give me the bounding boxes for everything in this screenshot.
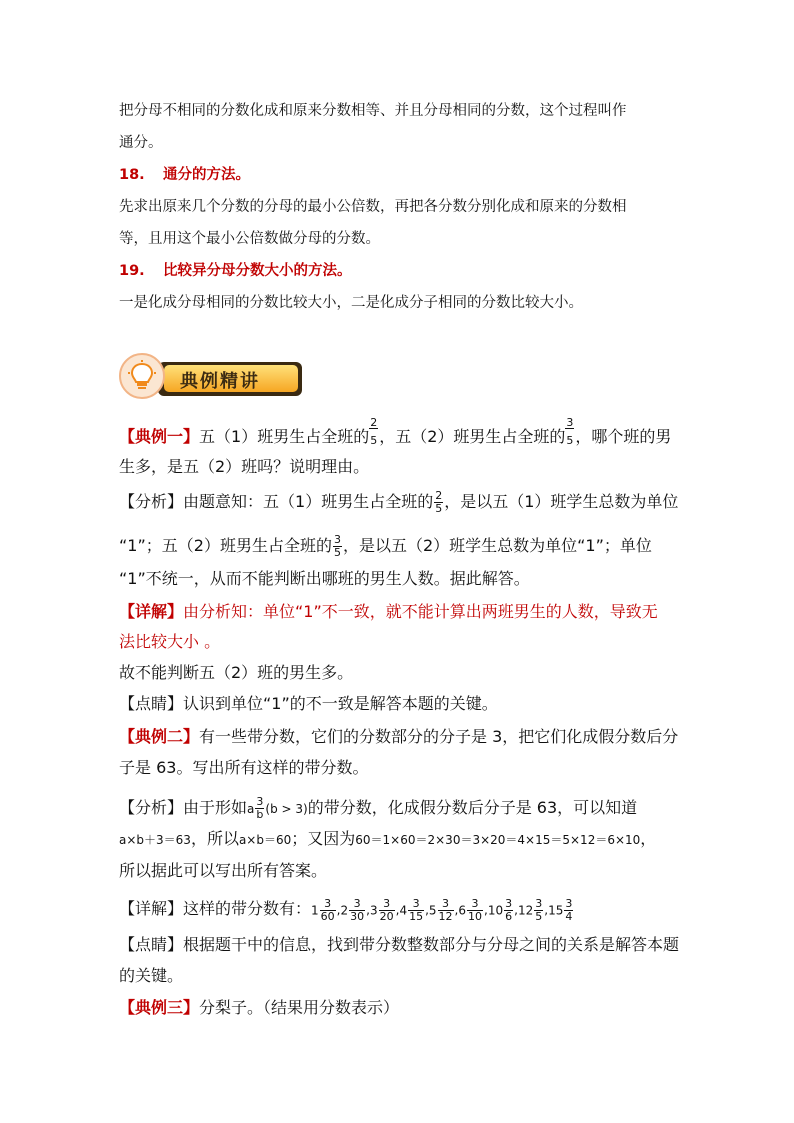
mixed-whole: 15 xyxy=(548,903,564,918)
mixed-whole: 2 xyxy=(340,903,349,918)
mixed-number xyxy=(548,898,574,923)
example-1-detail-line-1 xyxy=(119,601,679,623)
example-1-tag: 【典例一】 xyxy=(119,427,200,446)
mixed-fraction: $\frac{3}{10}$ xyxy=(468,897,483,923)
example-1-detail-tag: 【详解】 xyxy=(119,602,184,621)
mixed-number xyxy=(488,898,514,923)
section-18-line-2: 等，且用这个最小公倍数做分母的分数。 xyxy=(119,231,380,247)
example-2-equation-2: a×b＝60 xyxy=(238,833,292,847)
example-2-equation-1: a×b＋3＝63 xyxy=(119,833,191,847)
mixed-whole: 4 xyxy=(399,903,408,918)
mixed-number xyxy=(399,898,425,923)
example-2-analysis-part-d: ；又因为 xyxy=(291,829,356,848)
example-2-analysis-line-2 xyxy=(119,828,679,851)
example-1-question-part-b: ，五（2）班男生占全班的 xyxy=(379,427,566,446)
example-2-detail xyxy=(119,898,679,923)
list-separator: , xyxy=(336,903,341,917)
example-1-analysis-line-2 xyxy=(119,534,679,559)
example-2-question-line-1 xyxy=(119,726,679,748)
mixed-whole: 10 xyxy=(487,903,504,918)
example-1-analysis-fraction-1: $\frac{2}{5}$ xyxy=(435,489,443,515)
example-1-analysis-line-1 xyxy=(119,490,679,515)
mixed-whole: 5 xyxy=(428,903,437,918)
example-2-point-text: 根据题干中的信息，找到带分数整数部分与分母之间的关系是解答本题 xyxy=(183,935,680,954)
mixed-fraction: $\frac{3}{30}$ xyxy=(350,897,365,923)
example-2-analysis-line-3: 所以据此可以写出所有答案。 xyxy=(119,861,328,880)
example-2-point-line-1 xyxy=(119,934,679,956)
example-3-text: 分梨子。（结果用分数表示） xyxy=(199,998,400,1017)
section-18-heading xyxy=(119,165,679,185)
example-1-question-line-2: 生多，是五（2）班吗？说明理由。 xyxy=(119,457,370,476)
example-1-detail-line-2: 法比较大小 。 xyxy=(119,632,221,651)
example-2-tag: 【典例二】 xyxy=(119,727,200,746)
mixed-whole: 1 xyxy=(311,903,319,918)
example-2-analysis-tag: 【分析】 xyxy=(119,798,184,817)
section-18-number: 18. xyxy=(119,167,145,183)
mixed-fraction: $\frac{3}{4}$ xyxy=(565,897,573,923)
list-separator: , xyxy=(514,903,518,917)
mixed-fraction: $\frac{3}{6}$ xyxy=(505,897,513,923)
mixed-whole: 3 xyxy=(369,903,378,918)
mixed-whole: 6 xyxy=(458,903,467,918)
example-1-question-line-1 xyxy=(119,416,679,448)
example-1-conclusion: 故不能判断五（2）班的男生多。 xyxy=(119,663,354,682)
example-1-point xyxy=(119,693,679,715)
example-1-analysis-fraction-2: $\frac{3}{5}$ xyxy=(333,533,341,559)
example-2-detail-tag: 【详解】 xyxy=(119,899,184,918)
lightbulb-icon xyxy=(128,360,156,392)
example-1-analysis-line-2-a: “1”；五（2）班男生占全班的 xyxy=(119,536,332,555)
example-1-fraction-2: $\frac{3}{5}$ xyxy=(566,416,574,447)
example-1-question-part-c: ，哪个班的男 xyxy=(575,427,672,446)
example-1-fraction-1: $\frac{2}{5}$ xyxy=(370,416,378,447)
example-2-analysis-part-b: 的带分数，化成假分数后分子是 63，可以知道 xyxy=(307,798,638,817)
mixed-fraction: $\frac{3}{15}$ xyxy=(409,897,424,923)
intro-line-1: 把分母不相同的分数化成和原来分数相等、并且分母相同的分数，这个过程叫作 xyxy=(119,103,627,119)
example-1-analysis-line-2-b: ，是以五（2）班学生总数为单位“1”；单位 xyxy=(342,536,652,555)
mixed-whole: 12 xyxy=(517,903,534,918)
list-separator: , xyxy=(484,903,488,917)
example-1-point-text: 认识到单位“1”的不一致是解答本题的关键。 xyxy=(183,694,498,713)
section-19-title: 比较异分母分数大小的方法。 xyxy=(163,263,352,279)
example-2-point-tag: 【点睛】 xyxy=(119,935,184,954)
example-2-analysis-part-e: ， xyxy=(640,829,657,848)
example-2-equation-3: 60＝1×60＝2×30＝3×20＝4×15＝5×12＝6×10 xyxy=(355,833,641,847)
section-18-line-1: 先求出原来几个分数的分母的最小公倍数，再把各分数分别化成和原来的分数相 xyxy=(119,199,627,215)
mixed-fraction: $\frac{3}{20}$ xyxy=(379,897,394,923)
mixed-fraction: $\frac{3}{60}$ xyxy=(320,897,335,923)
list-separator: , xyxy=(395,903,400,917)
example-1-analysis-tag: 【分析】 xyxy=(119,492,184,511)
section-19-number: 19. xyxy=(119,263,145,279)
example-3-tag: 【典例三】 xyxy=(119,998,200,1017)
mixed-number xyxy=(429,898,455,923)
example-1-point-tag: 【点睛】 xyxy=(119,694,184,713)
example-1-analysis-line-3: “1”不统一，从而不能判断出哪班的男生人数。据此解答。 xyxy=(119,569,530,588)
example-2-analysis-part-c: ，所以 xyxy=(190,829,239,848)
example-2-analysis-line-1 xyxy=(119,796,679,821)
banner-title: 典例精讲 xyxy=(180,371,260,392)
mixed-fraction: $\frac{3}{5}$ xyxy=(535,897,543,923)
typical-examples-banner xyxy=(118,352,308,400)
mixed-number xyxy=(341,898,367,923)
section-19-heading xyxy=(119,261,679,281)
example-1-analysis-part-b: ，是以五（1）班学生总数为单位 xyxy=(444,492,679,511)
section-18-title: 通分的方法。 xyxy=(163,167,250,183)
example-1-question-part-a: 五（1）班男生占全班的 xyxy=(199,427,370,446)
example-2-analysis-part-a: 由于形如 xyxy=(183,798,248,817)
example-2-form-fraction: $\frac{3}{b}$ xyxy=(256,795,264,821)
list-separator: , xyxy=(366,903,370,917)
example-2-question-line-2: 子是 63。写出所有这样的带分数。 xyxy=(119,758,369,777)
example-1-detail-text: 由分析知：单位“1”不一致，就不能计算出两班男生的人数，导致无 xyxy=(183,602,658,621)
example-2-form-condition: (b > 3) xyxy=(265,802,308,816)
list-separator: , xyxy=(425,903,429,917)
example-2-question-text: 有一些带分数，它们的分数部分的分子是 3，把它们化成假分数后分 xyxy=(199,727,679,746)
list-separator: , xyxy=(544,903,549,917)
list-separator: , xyxy=(454,903,459,917)
mixed-number-list xyxy=(311,897,574,923)
intro-line-2: 通分。 xyxy=(119,135,163,151)
mixed-fraction: $\frac{3}{12}$ xyxy=(438,897,453,923)
example-2-form-whole: a xyxy=(247,802,255,816)
mixed-number xyxy=(458,898,484,923)
mixed-number xyxy=(518,898,544,923)
example-2-point-line-2: 的关键。 xyxy=(119,966,184,985)
mixed-number xyxy=(311,898,337,923)
example-3-question xyxy=(119,997,679,1019)
section-19-line-1: 一是化成分母相同的分数比较大小，二是化成分子相同的分数比较大小。 xyxy=(119,295,583,311)
mixed-number xyxy=(370,898,396,923)
example-2-detail-text: 这样的带分数有： xyxy=(183,899,312,918)
example-1-analysis-part-a: 由题意知：五（1）班男生占全班的 xyxy=(183,492,434,511)
